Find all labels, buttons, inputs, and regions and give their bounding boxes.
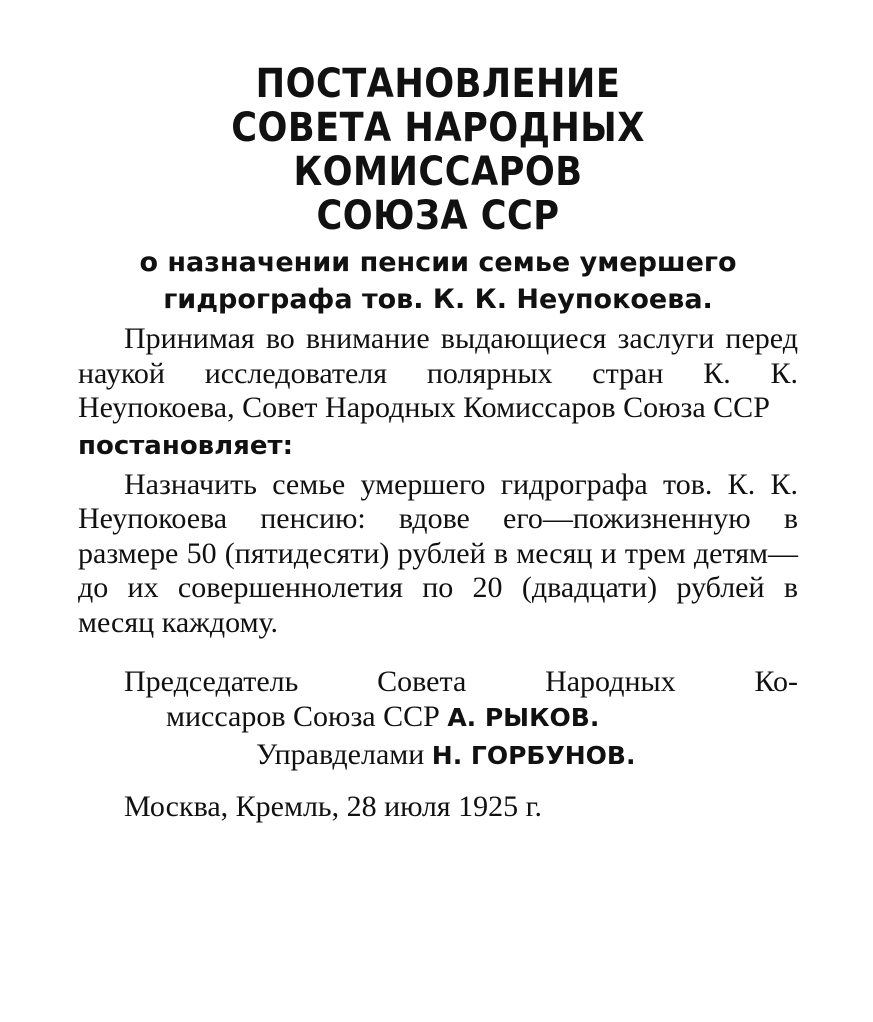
chair-title-line-2 — [78, 699, 798, 735]
subtitle-line-2: гидрографа тов. К. К. Неупокоева. — [163, 284, 713, 315]
manager-signature: Н. ГОРБУНОВ. — [431, 741, 636, 770]
chair-title-line-1: Председатель Совета Народных Ко- — [124, 665, 798, 698]
subtitle-line-1: о назначении пенсии семье умершего — [139, 247, 737, 278]
title-line-2: СОВЕТА НАРОДНЫХ КОМИССАРОВ — [231, 105, 645, 195]
decision-paragraph: Назначить семье умершего гидрографа тов. К. К. Неупокоева пенсию: вдове его—пожизненную в размере 50 (пятидесяти) рублей в месяц и трем детям—до их совершеннолетия по 20 (двадцати) рублей в месяц каждому. — [78, 467, 798, 639]
subtitle-block — [78, 244, 798, 318]
chair-signature: А. РЫКОВ. — [447, 703, 600, 732]
decree-document — [78, 62, 798, 824]
title-line-3: СОЮЗА ССР — [316, 193, 560, 239]
manager-line — [78, 737, 798, 773]
place-date: Москва, Кремль, 28 июля 1925 г. — [124, 790, 543, 823]
signature-block — [78, 664, 798, 773]
chair-title-text: миссаров Союза ССР — [166, 700, 440, 733]
title-line-1: ПОСТАНОВЛЕНИЕ — [255, 61, 621, 107]
manager-title: Управделами — [256, 738, 425, 771]
preamble-paragraph: Принимая во внимание выдающиеся заслуги перед наукой исследователя полярных стран К. К. Неупокоева, Совет Народных Комиссаров Союза ССР — [78, 322, 798, 424]
title-block — [78, 62, 798, 238]
decree-word: постановляет: — [78, 430, 293, 461]
